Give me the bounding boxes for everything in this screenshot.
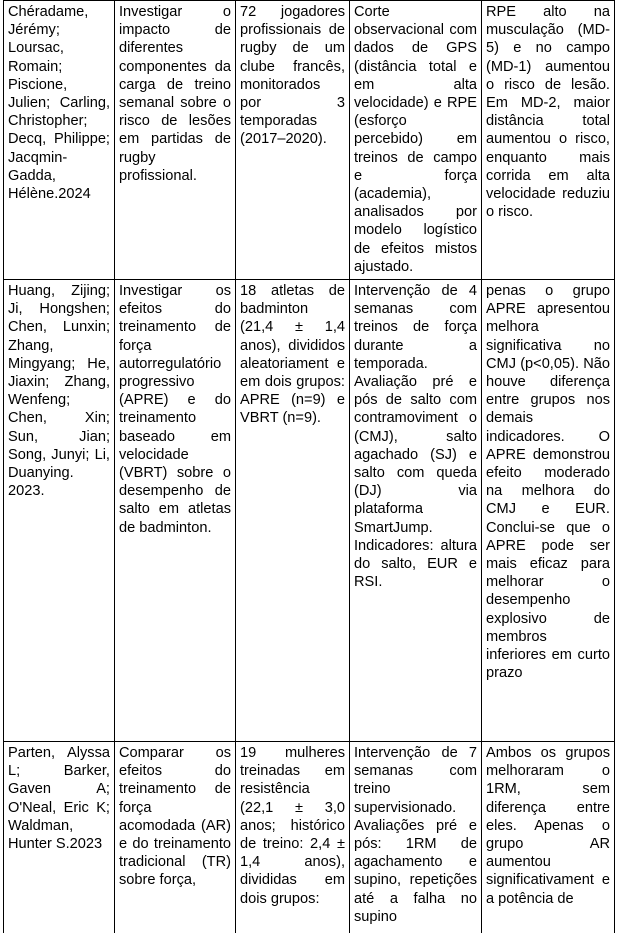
objective-cell [115,1,236,280]
author-cell [4,280,115,742]
author-cell [4,1,115,280]
results-cell [482,742,615,933]
method-text: Corte observacional com dados de GPS (distância total e em alta velocidade) e RPE (esforço percebido) em treinos de campo e força (academia), analisados por modelo logístico de efeitos mistos ajustado. [354,4,477,275]
author-cell [4,742,115,933]
objective-text: Investigar o impacto de diferentes componentes da carga de treino semanal sobre o risco de lesões em partidas de rugby profissional. [119,4,231,184]
method-cell [350,1,482,280]
author-text: Chéradame, Jérémy; Loursac, Romain; Piscione, Julien; Carling, Christopher; Decq, Philippe; Jacqmin-Gadda, Hélène.2024 [8,4,110,203]
method-cell [350,742,482,933]
sample-text: 19 mulheres treinadas em resistência (22,1 ± 3,0 anos; histórico de treino: 2,4 ± 1,4 anos), divididas em dois grupos: [240,745,345,907]
sample-text: 18 atletas de badminton (21,4 ± 1,4 anos), divididos aleatoriament e em dois grupos: APRE (n=9) e VBRT (n=9). [240,283,345,427]
table-row [4,742,615,933]
table-row [4,280,615,742]
objective-cell [115,742,236,933]
sample-cell [236,1,350,280]
results-text: Ambos os grupos melhoraram o 1RM, sem diferença entre eles. Apenas o grupo AR aumentou significativament e a potência de [486,745,610,907]
sample-text: 72 jogadores profissionais de rugby de um clube francês, monitorados por 3 temporadas (2017–2020). [240,4,345,148]
author-text: Parten, Alyssa L; Barker, Gaven A; O'Neal, Eric K; Waldman, Hunter S.2023 [8,745,110,853]
objective-cell [115,280,236,742]
method-text: Intervenção de 4 semanas com treinos de força durante a temporada. Avaliação pré e pós de salto com contramoviment o (CMJ), salto agachado (SJ) e salto com queda (DJ) via plataforma SmartJump. Indicadores: altura do salto, EUR e RSI. [354,283,477,591]
results-cell [482,280,615,742]
sample-cell [236,280,350,742]
results-text: RPE alto na musculação (MD-5) e no campo (MD-1) aumentou o risco de lesão. Em MD-2, maior distância total aumentou o risco, enquanto mais corrida em alta velocidade reduziu o risco. [486,4,610,221]
method-cell [350,280,482,742]
results-text: penas o grupo APRE apresentou melhora significativa no CMJ (p<0,05). Não houve diferença entre grupos nos demais indicadores. O APRE demonstrou efeito moderado na melhora do CMJ e EUR. Conclui-se que o APRE pode ser mais eficaz para melhorar o desempenho explosivo de membros inferiores em curto prazo [486,283,610,682]
author-text: Huang, Zijing; Ji, Hongshen; Chen, Lunxin; Zhang, Mingyang; He, Jiaxin; Zhang, Wenfeng; Chen, Xin; Sun, Jian; Song, Junyi; Li, Duanying. 2023. [8,283,110,500]
results-cell [482,1,615,280]
sample-cell [236,742,350,933]
method-text: Intervenção de 7 semanas com treino supervisionado. Avaliações pré e pós: 1RM de agachamento e supino, repetições até a falha no supino [354,745,477,925]
table-row [4,1,615,280]
objective-text: Comparar os efeitos do treinamento de força acomodada (AR) e do treinamento tradicional (TR) sobre força, [119,745,231,889]
objective-text: Investigar os efeitos do treinamento de força autorregulatório progressivo (APRE) e do treinamento baseado em velocidade (VBRT) sobre o desempenho de salto em atletas de badminton. [119,283,231,536]
literature-review-table [3,0,615,933]
